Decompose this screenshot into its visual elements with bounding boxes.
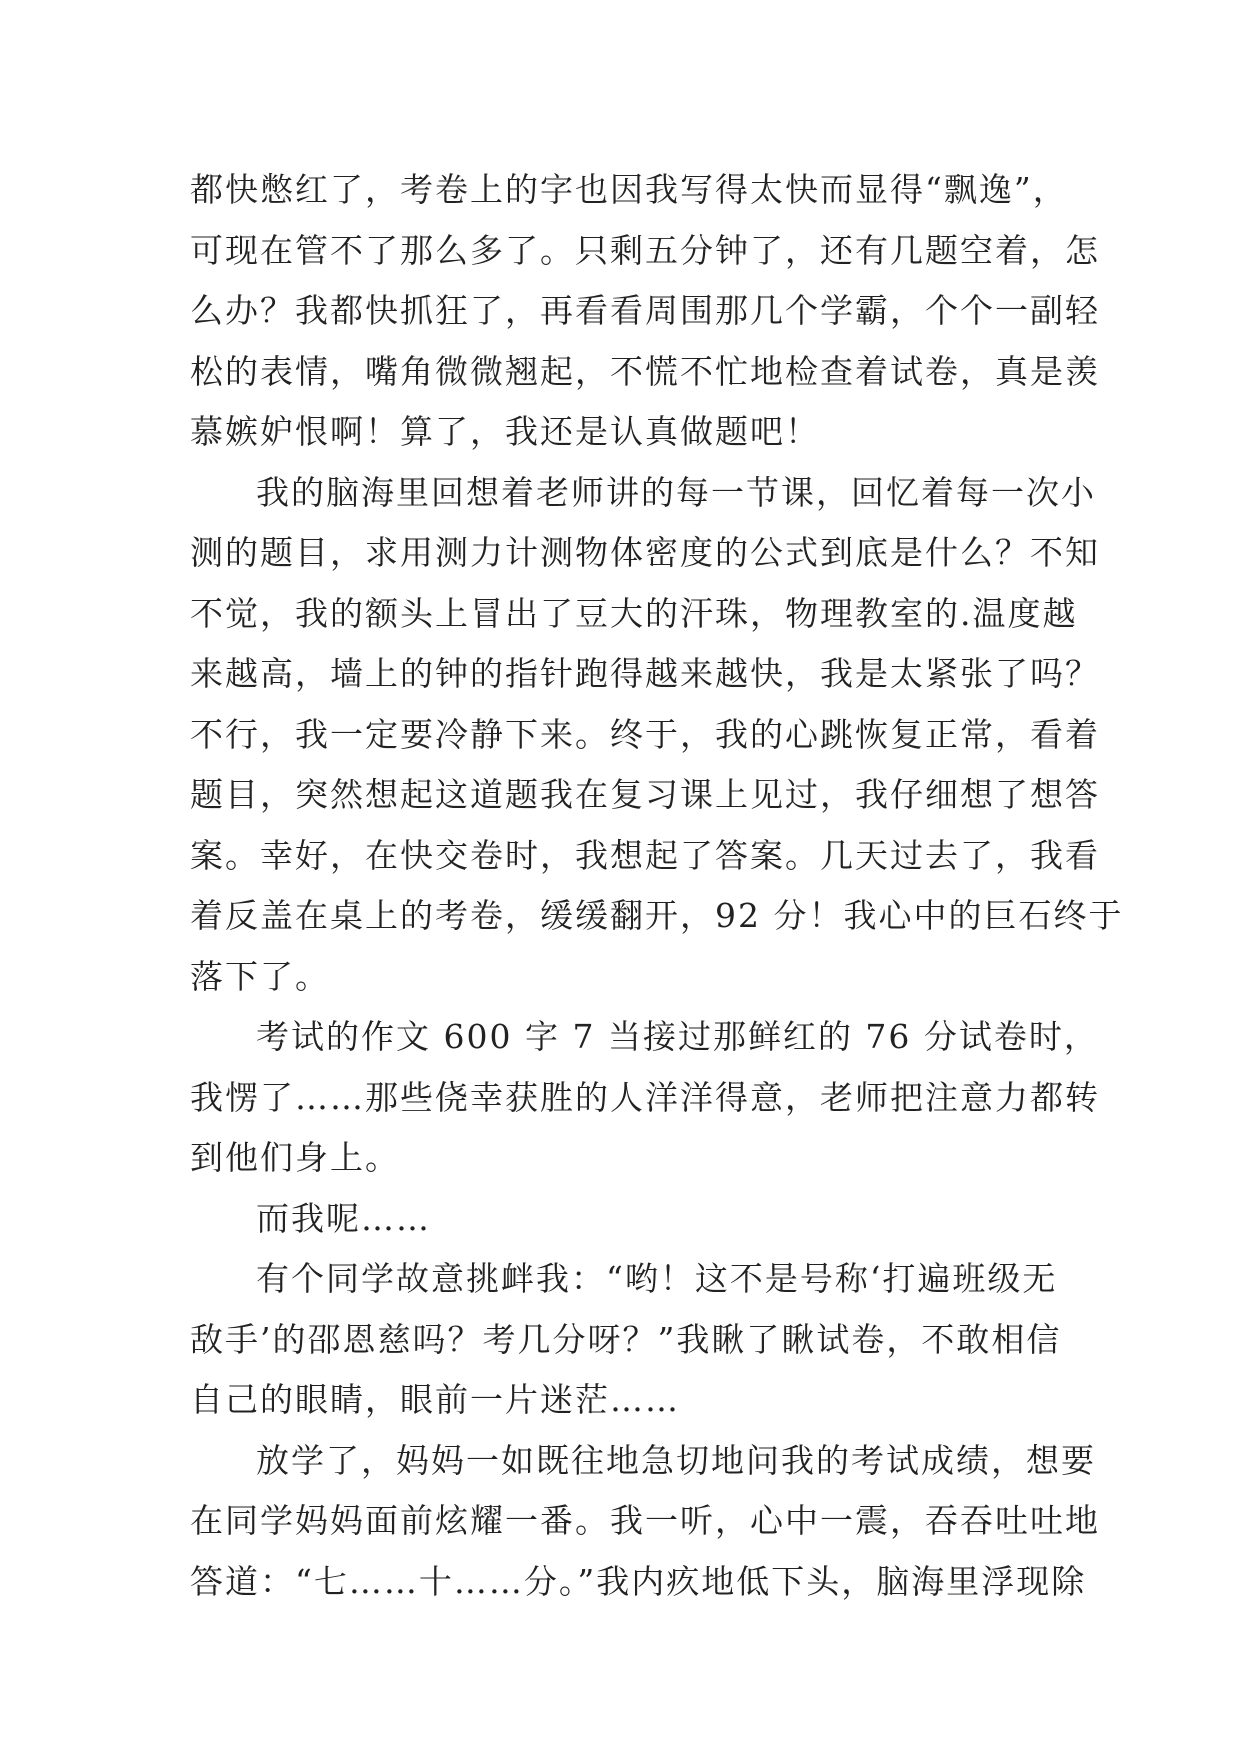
text-line: 题目，突然想起这道题我在复习课上见过，我仔细想了想答 [190, 775, 1100, 814]
paragraph-first-line: 我的脑海里回想着老师讲的每一节课，回忆着每一次小 [256, 472, 1096, 512]
text-line: 不行，我一定要冷静下来。终于，我的心跳恢复正常，看着 [190, 714, 1100, 754]
text-line: 来越高，墙上的钟的指针跑得越来越快，我是太紧张了吗？ [190, 654, 1100, 693]
text-line: 我愣了……那些侥幸获胜的人洋洋得意，老师把注意力都转 [190, 1077, 1100, 1117]
text-line: 么办？我都快抓狂了，再看看周围那几个学霸，个个一副轻 [190, 291, 1100, 330]
text-line: 着反盖在桌上的考卷，缓缓翻开，92 分！我心中的巨石终于 [190, 896, 1124, 935]
text-line: 到他们身上。 [190, 1138, 400, 1177]
text-line: 松的表情，嘴角微微翘起，不慌不忙地检查着试卷，真是羡 [190, 351, 1100, 391]
text-line: 都快憋红了，考卷上的字也因我写得太快而显得“飘逸”， [190, 170, 1068, 209]
text-line: 自己的眼睛，眼前一片迷茫…… [190, 1380, 680, 1419]
paragraph-first-line: 考试的作文 600 字 7 当接过那鲜红的 76 分试卷时， [256, 1017, 1099, 1056]
text-line: 可现在管不了那么多了。只剩五分钟了，还有几题空着，怎 [190, 230, 1100, 270]
text-line: 慕嫉妒恨啊！算了，我还是认真做题吧！ [190, 412, 820, 451]
text-line: 案。幸好，在快交卷时，我想起了答案。几天过去了，我看 [190, 835, 1100, 875]
document-body [190, 160, 1124, 1612]
paragraph-first-line: 而我呢…… [256, 1198, 431, 1238]
paragraph-first-line: 放学了，妈妈一如既往地急切地问我的考试成绩，想要 [256, 1440, 1096, 1480]
text-line: 测的题目，求用测力计测物体密度的公式到底是什么？不知 [190, 533, 1100, 572]
text-line: 答道：“七……十……分。”我内疚地低下头，脑海里浮现除 [190, 1561, 1087, 1601]
text-line: 在同学妈妈面前炫耀一番。我一听，心中一震，吞吞吐吐地 [190, 1501, 1100, 1540]
paragraph-first-line: 有个同学故意挑衅我：“哟！这不是号称‘打遍班级无 [256, 1259, 1058, 1298]
text-line: 敌手’的邵恩慈吗？考几分呀？”我瞅了瞅试卷，不敢相信 [190, 1319, 1062, 1359]
text-line: 不觉，我的额头上冒出了豆大的汗珠，物理教室的.温度越 [190, 593, 1078, 633]
text-line: 落下了。 [190, 956, 330, 996]
